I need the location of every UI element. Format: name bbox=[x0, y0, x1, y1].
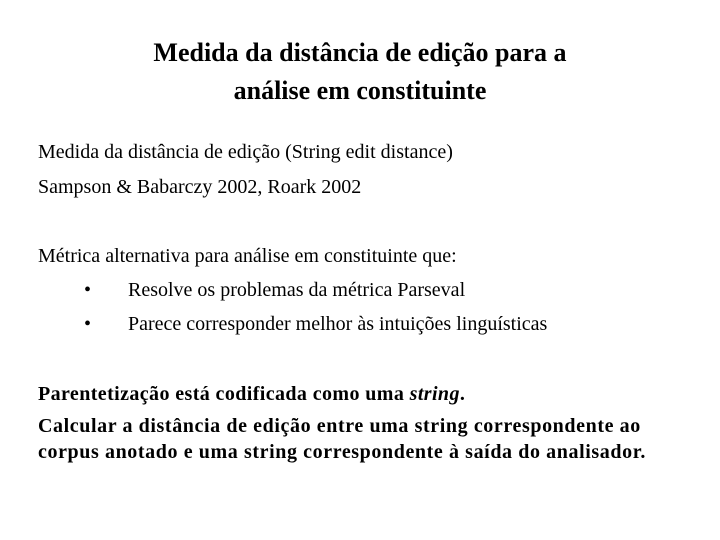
compute-distance-paragraph: Calcular a distância de edição entre uma string correspondente ao corpus anotado e uma string correspondente à saída do analisador. bbox=[38, 415, 646, 463]
parenthesization-line bbox=[38, 382, 465, 406]
edit-distance-line: Medida da distância de edição (String edit distance) bbox=[38, 141, 453, 163]
slide-title-line-1: Medida da distância de edição para a bbox=[153, 38, 567, 67]
parenthesization-prefix: Parentetização está codificada como uma bbox=[38, 383, 410, 405]
slide-title-line-2: análise em constituinte bbox=[233, 76, 487, 105]
references-line: Sampson & Babarczy 2002, Roark 2002 bbox=[38, 176, 362, 198]
bullet-text: Resolve os problemas da métrica Parseval bbox=[128, 279, 466, 301]
parenthesization-suffix: . bbox=[459, 383, 466, 405]
bullet-text: Parece corresponder melhor às intuições linguísticas bbox=[128, 313, 548, 335]
bullet-symbol: • bbox=[84, 279, 92, 301]
bullet-symbol: • bbox=[84, 313, 92, 335]
alternative-metric-line: Métrica alternativa para análise em constituinte que: bbox=[38, 245, 457, 267]
slide-title bbox=[40, 34, 680, 110]
parenthesization-emphasis: string bbox=[409, 383, 460, 405]
